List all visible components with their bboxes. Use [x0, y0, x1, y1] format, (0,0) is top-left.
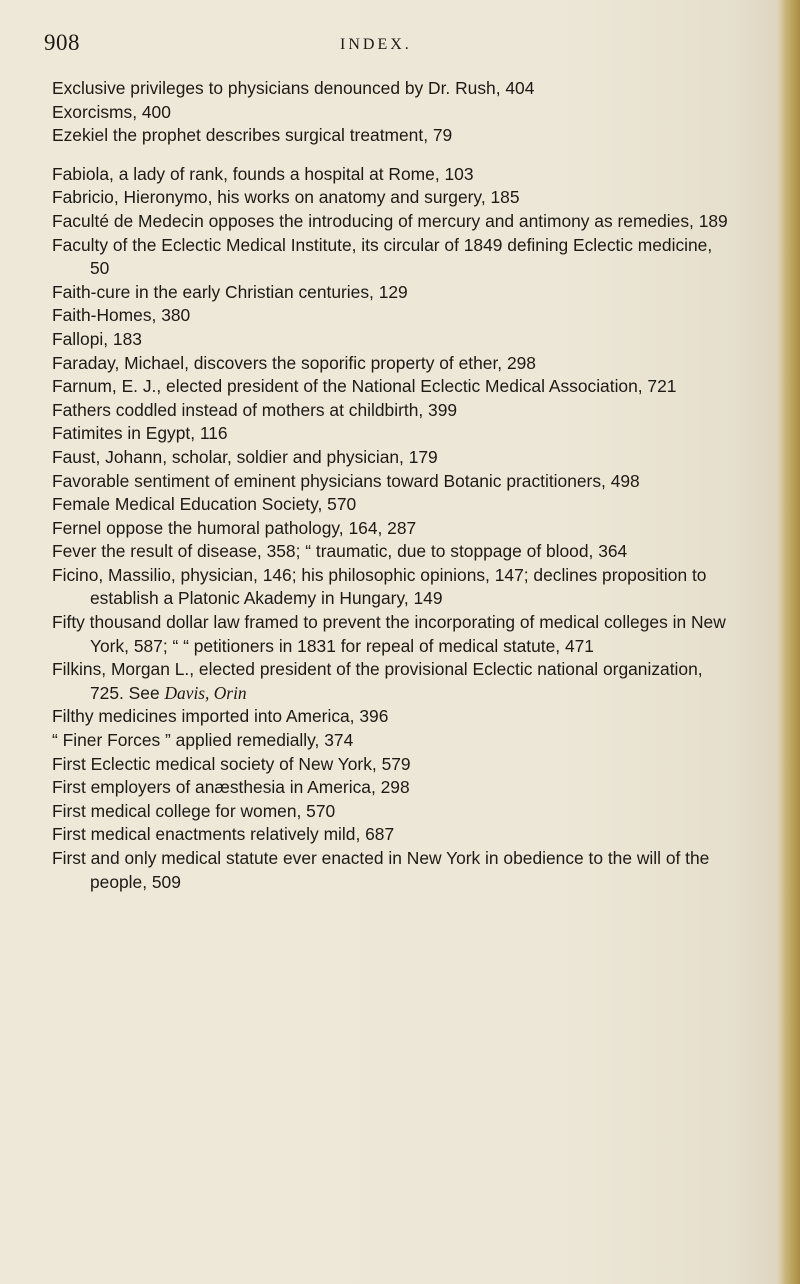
index-entry: Faculté de Medecin opposes the introducing of mercury and antimony as remedies, 189 — [52, 210, 728, 231]
page-number: 908 — [44, 30, 80, 55]
index-entry: First medical enactments relatively mild, 687 — [52, 824, 395, 845]
index-entry: Fathers coddled instead of mothers at childbirth, 399 — [52, 399, 458, 420]
index-entry: Farnum, E. J., elected president of the National Eclectic Medical Association, 721 — [52, 376, 677, 397]
index-entry: First employers of anæsthesia in America, 298 — [52, 777, 410, 798]
index-entry: First and only medical statute ever enacted in New York in obedience to the will of the people, 509 — [52, 848, 710, 892]
cross-reference: Davis, Orin — [164, 682, 247, 703]
page-edge-shadow — [778, 0, 800, 1284]
index-entry: “ Finer Forces ” applied remedially, 374 — [52, 730, 354, 751]
index-entry: First medical college for women, 570 — [52, 800, 336, 821]
index-entry: Female Medical Education Society, 570 — [52, 494, 357, 515]
index-entry: Fabricio, Hieronymo, his works on anatomy and surgery, 185 — [52, 187, 520, 208]
index-entry: Fabiola, a lady of rank, founds a hospital at Rome, 103 — [52, 163, 474, 184]
index-entry: Faith-Homes, 380 — [52, 305, 191, 326]
index-entry: Faith-cure in the early Christian centuries, 129 — [52, 281, 408, 302]
index-entry: Filthy medicines imported into America, 396 — [52, 706, 389, 727]
index-entries — [52, 77, 728, 894]
index-entry: Fernel oppose the humoral pathology, 164, 287 — [52, 517, 417, 538]
index-entry: Exorcisms, 400 — [52, 101, 171, 122]
entry-text: Filkins, Morgan L., elected president of the provisional Eclectic national organization, 725. See — [52, 659, 703, 703]
index-entry: Favorable sentiment of eminent physicians toward Botanic practitioners, 498 — [52, 470, 640, 491]
index-entry: Exclusive privileges to physicians denounced by Dr. Rush, 404 — [52, 78, 535, 98]
index-entry: Faculty of the Eclectic Medical Institute, its circular of 1849 defining Eclectic medicine, 50 — [52, 234, 713, 279]
index-entry: Fever the result of disease, 358; “ traumatic, due to stoppage of blood, 364 — [52, 541, 628, 562]
index-entry: Fifty thousand dollar law framed to prevent the incorporating of medical colleges in New York, 587; “ “ petitioners in 1831 for repeal of medical statute, 471 — [52, 612, 726, 656]
index-entry: Ezekiel the prophet describes surgical treatment, 79 — [52, 125, 453, 146]
index-entry: Fallopi, 183 — [52, 328, 142, 349]
index-entry: Ficino, Massilio, physician, 146; his philosophic opinions, 147; declines proposition to establish a Platonic Akademy in Hungary, 149 — [52, 564, 707, 609]
index-entry: Faraday, Michael, discovers the soporific property of ether, 298 — [52, 352, 536, 373]
running-head: INDEX. — [340, 36, 412, 53]
index-entry: Faust, Johann, scholar, soldier and physician, 179 — [52, 446, 438, 467]
index-entry: Fatimites in Egypt, 116 — [52, 423, 228, 444]
index-entry: First Eclectic medical society of New York, 579 — [52, 753, 411, 774]
index-entry — [52, 658, 728, 705]
